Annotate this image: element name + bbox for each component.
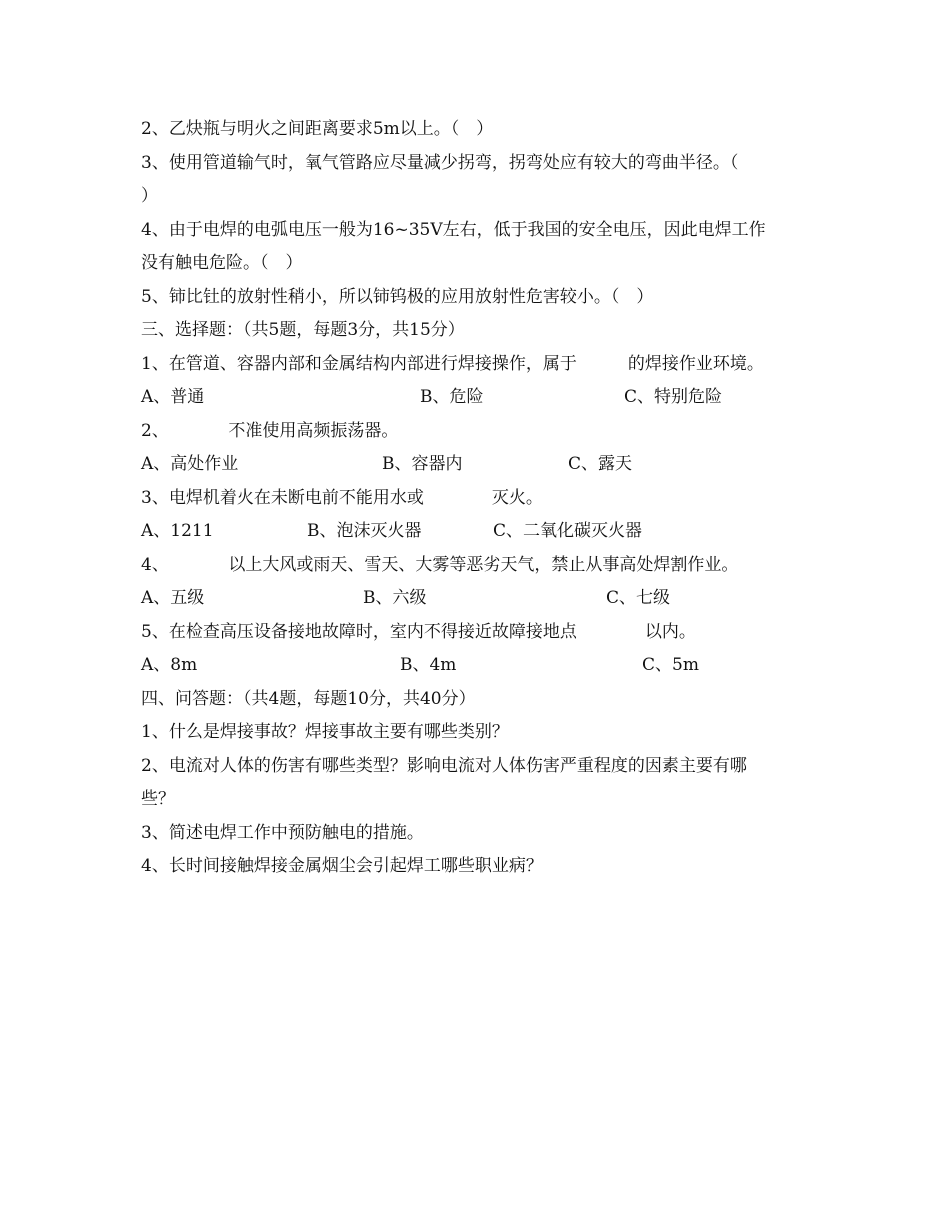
document-body: [141, 113, 821, 884]
option-b: B、4m: [400, 655, 457, 675]
judge-question-2: 2、乙炔瓶与明火之间距离要求5m以上。（ ）: [141, 119, 494, 139]
judge-question-4-line-2: 没有触电危险。（ ）: [141, 253, 303, 273]
choice-question-1-stem: 1、在管道、容器内部和金属结构内部进行焊接操作，属于 的焊接作业环境。: [141, 353, 764, 374]
choice-question-3-options: [141, 515, 821, 549]
option-c: C、露天: [568, 454, 633, 474]
choice-question-5-options: [141, 649, 821, 683]
option-b: B、危险: [420, 387, 484, 407]
qa-section-heading: 四、问答题：（共4题，每题10分，共40分）: [141, 688, 476, 709]
option-c: C、二氧化碳灭火器: [493, 521, 643, 541]
option-a: A、五级: [141, 588, 205, 608]
choice-question-5-stem: 5、在检查高压设备接地故障时，室内不得接近故障接地点 以内。: [141, 621, 696, 642]
option-a: A、8m: [141, 655, 198, 675]
qa-question-1: 1、什么是焊接事故？焊接事故主要有哪些类别？: [141, 722, 509, 742]
option-b: B、泡沫灭火器: [307, 521, 422, 541]
judge-question-4-line-1: 4、由于电焊的电弧电压一般为16~35V左右，低于我国的安全电压，因此电焊工作: [141, 219, 766, 240]
judge-question-3-line-2: ）: [141, 186, 158, 206]
option-b: B、六级: [363, 588, 427, 608]
qa-question-2-line-1: 2、电流对人体的伤害有哪些类型？影响电流对人体伤害严重程度的因素主要有哪: [141, 755, 747, 776]
judge-question-3-line-1: 3、使用管道输气时，氧气管路应尽量减少拐弯，拐弯处应有较大的弯曲半径。（: [141, 152, 739, 173]
qa-question-2-line-2: 些？: [141, 789, 175, 809]
option-c: C、七级: [606, 588, 671, 608]
option-c: C、5m: [642, 655, 699, 675]
option-a: A、高处作业: [141, 454, 239, 474]
option-a: A、1211: [141, 521, 214, 541]
judge-question-5: 5、铈比钍的放射性稍小，所以铈钨极的应用放射性危害较小。（ ）: [141, 286, 654, 307]
option-a: A、普通: [141, 387, 205, 407]
choice-question-4-stem: 4、 以上大风或雨天、雪天、大雾等恶劣天气，禁止从事高处焊割作业。: [141, 554, 739, 575]
qa-question-4: 4、长时间接触焊接金属烟尘会引起焊工哪些职业病？: [141, 856, 543, 876]
choice-question-4-options: [141, 582, 821, 616]
choice-question-2-options: [141, 448, 821, 482]
choice-question-1-options: [141, 381, 821, 415]
choice-section-heading: 三、选择题：（共5题，每题3分，共15分）: [141, 320, 465, 340]
option-c: C、特别危险: [624, 387, 723, 407]
qa-question-3: 3、简述电焊工作中预防触电的措施。: [141, 822, 424, 843]
choice-question-3-stem: 3、电焊机着火在未断电前不能用水或 灭火。: [141, 487, 543, 508]
choice-question-2-stem: 2、 不准使用高频振荡器。: [141, 420, 399, 441]
option-b: B、容器内: [382, 454, 463, 474]
